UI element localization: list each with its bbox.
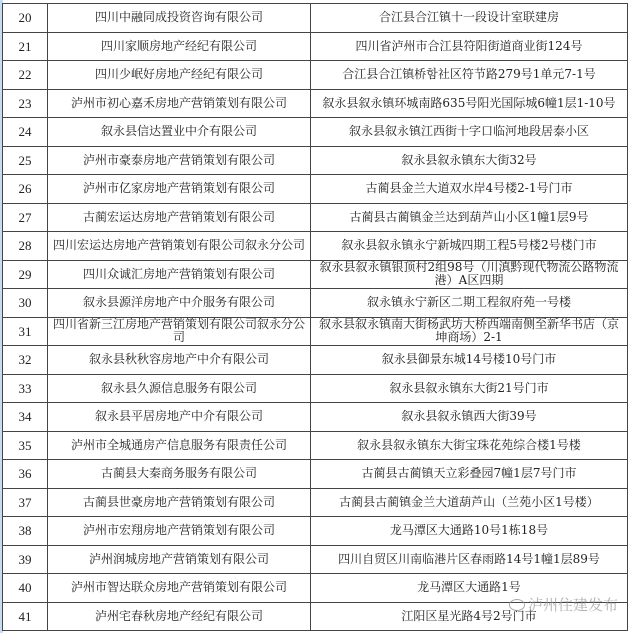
row-number: 36	[3, 460, 48, 489]
company-address: 叙永县叙永镇南大街杨武坊大桥西端南侧至新华书店（京坤商场）2-1	[311, 317, 628, 346]
company-name: 泸州市全城通房产信息服务有限责任公司	[48, 431, 311, 460]
row-number: 31	[3, 317, 48, 346]
row-number: 39	[3, 545, 48, 574]
company-table	[2, 3, 628, 631]
company-address: 江阳区星光路4号2号门市	[311, 602, 628, 631]
company-address: 叙永县叙永镇环城南路635号阳光国际城6幢1层1-10号	[311, 89, 628, 118]
row-number: 26	[3, 175, 48, 204]
company-name: 四川家顺房地产经纪有限公司	[48, 32, 311, 61]
company-address: 叙永县叙永镇江西街十字口临河地段居泰小区	[311, 118, 628, 147]
company-name: 泸州市初心嘉禾房地产营销策划有限公司	[48, 89, 311, 118]
row-number: 35	[3, 431, 48, 460]
table-row	[3, 517, 628, 546]
row-number: 28	[3, 232, 48, 261]
table-row	[3, 175, 628, 204]
company-name: 四川众诚汇房地产营销策划有限公司	[48, 260, 311, 289]
company-address: 叙永县御景东城14号楼10号门市	[311, 346, 628, 375]
row-number: 20	[3, 4, 48, 33]
row-number: 22	[3, 61, 48, 90]
company-name: 古蔺县大秦商务服务有限公司	[48, 460, 311, 489]
row-number: 41	[3, 602, 48, 631]
company-address: 四川省泸州市合江县符阳街道商业街124号	[311, 32, 628, 61]
row-number: 23	[3, 89, 48, 118]
row-number: 25	[3, 146, 48, 175]
row-number: 27	[3, 203, 48, 232]
company-address: 叙永县叙永镇东大街宝珠花苑综合楼1号楼	[311, 431, 628, 460]
table-row	[3, 488, 628, 517]
company-address: 四川自贸区川南临港片区春雨路14号1幢1层89号	[311, 545, 628, 574]
row-number: 21	[3, 32, 48, 61]
row-number: 24	[3, 118, 48, 147]
table-row	[3, 374, 628, 403]
company-address: 古蔺县古蔺镇金兰达到葫芦山小区1幢1层9号	[311, 203, 628, 232]
company-address: 古蔺县古蔺镇金兰大道葫芦山（兰苑小区1号楼）	[311, 488, 628, 517]
company-address: 古蔺县古蔺镇天立彩叠园7幢1层7号门市	[311, 460, 628, 489]
table-row	[3, 403, 628, 432]
company-address: 叙永县叙永镇银顶村2组98号（川滇黔现代物流公路物流港）A区四期	[311, 260, 628, 289]
company-address: 合江县合江镇十一段设计室联建房	[311, 4, 628, 33]
table-row	[3, 317, 628, 346]
company-address: 叙永县叙永镇东大街21号门市	[311, 374, 628, 403]
company-address: 叙永县叙永镇永宁新城四期工程5号楼2号楼门市	[311, 232, 628, 261]
company-name: 泸州市宏翔房地产营销策划有限公司	[48, 517, 311, 546]
table-row	[3, 460, 628, 489]
company-name: 泸州市亿家房地产营销策划有限公司	[48, 175, 311, 204]
table-row	[3, 203, 628, 232]
company-name: 叙永县久源信息服务有限公司	[48, 374, 311, 403]
company-address: 叙永县叙永镇东大街32号	[311, 146, 628, 175]
table-row	[3, 431, 628, 460]
company-address: 古蔺县金兰大道双水岸4号楼2-1号门市	[311, 175, 628, 204]
company-name: 泸州宅春秋房地产经纪有限公司	[48, 602, 311, 631]
company-name: 四川省新三江房地产营销策划有限公司叙永分公司	[48, 317, 311, 346]
row-number: 33	[3, 374, 48, 403]
table-row	[3, 146, 628, 175]
company-name: 叙永县源洋房地产中介服务有限公司	[48, 289, 311, 318]
watermark-text: 泸州住建发布	[527, 596, 618, 614]
table-row	[3, 61, 628, 90]
company-name: 叙永县秋秋容房地产中介有限公司	[48, 346, 311, 375]
row-number: 32	[3, 346, 48, 375]
row-number: 37	[3, 488, 48, 517]
table-row	[3, 346, 628, 375]
table-row	[3, 545, 628, 574]
row-number: 40	[3, 574, 48, 603]
table-row	[3, 4, 628, 33]
table-row	[3, 289, 628, 318]
company-address: 龙马潭区大通路1号	[311, 574, 628, 603]
company-address: 叙永县叙永镇西大街39号	[311, 403, 628, 432]
watermark	[509, 594, 618, 615]
row-number: 29	[3, 260, 48, 289]
table-row	[3, 232, 628, 261]
wechat-icon	[509, 599, 525, 611]
company-name: 泸州市智达联众房地产营销策划有限公司	[48, 574, 311, 603]
row-number: 30	[3, 289, 48, 318]
table-row	[3, 118, 628, 147]
company-name: 古蔺宏运达房地产营销策划有限公司	[48, 203, 311, 232]
company-name: 古蔺县世豪房地产营销策划有限公司	[48, 488, 311, 517]
company-name: 叙永县平居房地产中介有限公司	[48, 403, 311, 432]
table-row	[3, 32, 628, 61]
company-address: 龙马潭区大通路10号1栋18号	[311, 517, 628, 546]
company-name: 四川中融同成投资咨询有限公司	[48, 4, 311, 33]
company-name: 泸州润城房地产营销策划有限公司	[48, 545, 311, 574]
company-name: 泸州市豪泰房地产营销策划有限公司	[48, 146, 311, 175]
company-name: 四川少岷好房地产经纪有限公司	[48, 61, 311, 90]
company-name: 叙永县信达置业中介有限公司	[48, 118, 311, 147]
row-number: 38	[3, 517, 48, 546]
table-row	[3, 260, 628, 289]
row-number: 34	[3, 403, 48, 432]
table-row	[3, 89, 628, 118]
table-body	[3, 4, 628, 631]
company-address: 合江县合江镇桥함社区符节路279号1单元7-1号	[311, 61, 628, 90]
company-name: 四川宏运达房地产营销策划有限公司叙永分公司	[48, 232, 311, 261]
company-address: 叙永镇永宁新区二期工程叙府苑一号楼	[311, 289, 628, 318]
